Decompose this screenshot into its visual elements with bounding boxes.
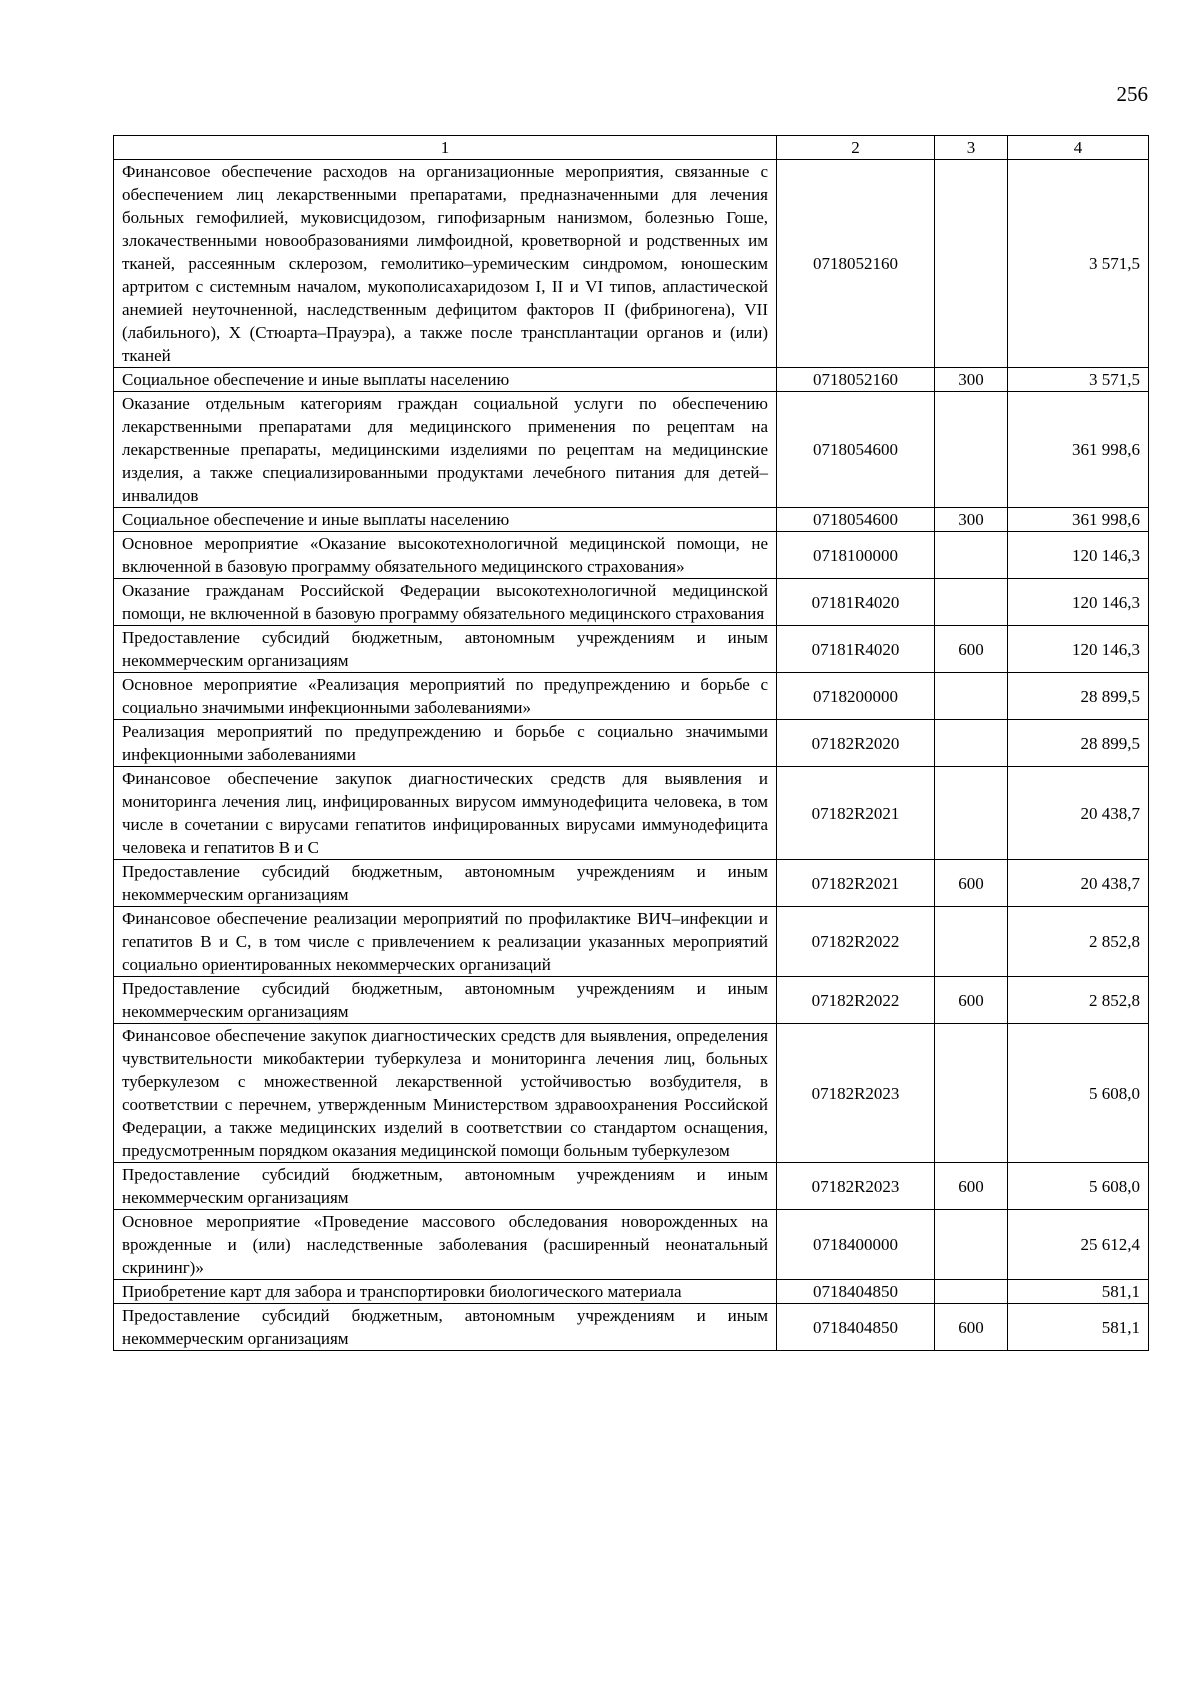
row-expense-type xyxy=(935,1280,1008,1304)
row-description: Приобретение карт для забора и транспортировки биологического материала xyxy=(114,1280,777,1304)
row-expense-type: 300 xyxy=(935,508,1008,532)
row-code: 07182R2021 xyxy=(777,767,935,860)
row-amount: 361 998,6 xyxy=(1008,508,1149,532)
row-description: Предоставление субсидий бюджетным, автономным учреждениям и иным некоммерческим организациям xyxy=(114,626,777,673)
row-amount: 28 899,5 xyxy=(1008,673,1149,720)
row-expense-type xyxy=(935,1210,1008,1280)
row-amount: 5 608,0 xyxy=(1008,1163,1149,1210)
header-col-1: 1 xyxy=(114,136,777,160)
row-amount: 3 571,5 xyxy=(1008,160,1149,368)
row-description: Финансовое обеспечение закупок диагностических средств для выявления, определения чувствительности микобактерии туберкулеза и мониторинга лечения лиц, больных туберкулезом с множественной лекарственной устойчивостью возбудителя, в соответствии с перечнем, утвержденным Министерством здравоохранения Российской Федерации, а также медицинских изделий в соответствии со стандартом оснащения, предусмотренным порядком оказания медицинской помощи больным туберкулезом xyxy=(114,1024,777,1163)
row-description: Социальное обеспечение и иные выплаты населению xyxy=(114,508,777,532)
row-code: 0718054600 xyxy=(777,508,935,532)
row-description: Финансовое обеспечение реализации мероприятий по профилактике ВИЧ–инфекции и гепатитов B и C, в том числе с привлечением к реализации указанных мероприятий социально ориентированных некоммерческих организаций xyxy=(114,907,777,977)
row-amount: 361 998,6 xyxy=(1008,392,1149,508)
row-expense-type: 600 xyxy=(935,1163,1008,1210)
row-amount: 5 608,0 xyxy=(1008,1024,1149,1163)
row-amount: 2 852,8 xyxy=(1008,907,1149,977)
row-code: 0718052160 xyxy=(777,160,935,368)
row-description: Социальное обеспечение и иные выплаты населению xyxy=(114,368,777,392)
row-expense-type xyxy=(935,1024,1008,1163)
table-row xyxy=(114,392,1149,508)
table-row xyxy=(114,368,1149,392)
row-code: 0718400000 xyxy=(777,1210,935,1280)
row-code: 0718404850 xyxy=(777,1304,935,1351)
row-expense-type: 600 xyxy=(935,977,1008,1024)
row-code: 07182R2021 xyxy=(777,860,935,907)
row-code: 0718200000 xyxy=(777,673,935,720)
row-description: Основное мероприятие «Проведение массового обследования новорожденных на врожденные и (или) наследственные заболевания (расширенный неонатальный скрининг)» xyxy=(114,1210,777,1280)
table-row xyxy=(114,767,1149,860)
row-expense-type xyxy=(935,673,1008,720)
row-description: Реализация мероприятий по предупреждению и борьбе с социально значимыми инфекционными заболеваниями xyxy=(114,720,777,767)
table-row xyxy=(114,1210,1149,1280)
table-row xyxy=(114,720,1149,767)
row-description: Основное мероприятие «Оказание высокотехнологичной медицинской помощи, не включенной в базовую программу обязательного медицинского страхования» xyxy=(114,532,777,579)
row-expense-type xyxy=(935,579,1008,626)
row-expense-type xyxy=(935,907,1008,977)
row-amount: 581,1 xyxy=(1008,1280,1149,1304)
row-description: Оказание гражданам Российской Федерации высокотехнологичной медицинской помощи, не включенной в базовую программу обязательного медицинского страхования xyxy=(114,579,777,626)
row-description: Предоставление субсидий бюджетным, автономным учреждениям и иным некоммерческим организациям xyxy=(114,1304,777,1351)
row-amount: 2 852,8 xyxy=(1008,977,1149,1024)
row-description: Финансовое обеспечение закупок диагностических средств для выявления и мониторинга лечения лиц, инфицированных вирусом иммунодефицита человека, в том числе в сочетании с вирусами гепатитов инфицированных вирусами иммунодефицита человека и гепатитов B и C xyxy=(114,767,777,860)
row-description: Предоставление субсидий бюджетным, автономным учреждениям и иным некоммерческим организациям xyxy=(114,1163,777,1210)
header-col-3: 3 xyxy=(935,136,1008,160)
row-amount: 25 612,4 xyxy=(1008,1210,1149,1280)
row-code: 07182R2023 xyxy=(777,1163,935,1210)
row-code: 07181R4020 xyxy=(777,579,935,626)
row-amount: 20 438,7 xyxy=(1008,767,1149,860)
row-amount: 120 146,3 xyxy=(1008,579,1149,626)
table-row xyxy=(114,1280,1149,1304)
row-description: Финансовое обеспечение расходов на организационные мероприятия, связанные с обеспечением лиц лекарственными препаратами, предназначенными для лечения больных гемофилией, муковисцидозом, гипофизарным нанизмом, болезнью Гоше, злокачественными новообразованиями лимфоидной, кроветворной и родственных им тканей, рассеянным склерозом, гемолитико–уремическим синдромом, юношеским артритом с системным началом, мукополисахаридозом I, II и VI типов, апластической анемией неуточненной, наследственным дефицитом факторов II (фибриногена), VII (лабильного), X (Стюарта–Прауэра), а также после трансплантации органов и (или) тканей xyxy=(114,160,777,368)
row-code: 07181R4020 xyxy=(777,626,935,673)
row-expense-type xyxy=(935,720,1008,767)
table-row xyxy=(114,860,1149,907)
table-row xyxy=(114,508,1149,532)
budget-table xyxy=(113,135,1149,1351)
table-header-row xyxy=(114,136,1149,160)
table-row xyxy=(114,1304,1149,1351)
row-code: 07182R2022 xyxy=(777,977,935,1024)
table-row xyxy=(114,977,1149,1024)
table-row xyxy=(114,532,1149,579)
table-row xyxy=(114,673,1149,720)
row-code: 0718052160 xyxy=(777,368,935,392)
header-col-2: 2 xyxy=(777,136,935,160)
table-row xyxy=(114,1024,1149,1163)
table-row xyxy=(114,907,1149,977)
row-description: Предоставление субсидий бюджетным, автономным учреждениям и иным некоммерческим организациям xyxy=(114,860,777,907)
row-expense-type: 600 xyxy=(935,860,1008,907)
row-expense-type: 600 xyxy=(935,1304,1008,1351)
row-expense-type xyxy=(935,160,1008,368)
table-row xyxy=(114,579,1149,626)
row-code: 0718404850 xyxy=(777,1280,935,1304)
row-amount: 20 438,7 xyxy=(1008,860,1149,907)
row-expense-type: 600 xyxy=(935,626,1008,673)
row-amount: 28 899,5 xyxy=(1008,720,1149,767)
row-code: 07182R2020 xyxy=(777,720,935,767)
row-amount: 120 146,3 xyxy=(1008,626,1149,673)
row-description: Предоставление субсидий бюджетным, автономным учреждениям и иным некоммерческим организациям xyxy=(114,977,777,1024)
row-code: 07182R2022 xyxy=(777,907,935,977)
row-expense-type xyxy=(935,392,1008,508)
row-description: Основное мероприятие «Реализация мероприятий по предупреждению и борьбе с социально значимыми инфекционными заболеваниями» xyxy=(114,673,777,720)
row-code: 0718100000 xyxy=(777,532,935,579)
row-expense-type: 300 xyxy=(935,368,1008,392)
row-amount: 581,1 xyxy=(1008,1304,1149,1351)
row-description: Оказание отдельным категориям граждан социальной услуги по обеспечению лекарственными препаратами для медицинского применения по рецептам на лекарственные препараты, медицинскими изделиями по рецептам на медицинские изделия, а также специализированными продуктами лечебного питания для детей–инвалидов xyxy=(114,392,777,508)
row-code: 07182R2023 xyxy=(777,1024,935,1163)
table-row xyxy=(114,1163,1149,1210)
row-code: 0718054600 xyxy=(777,392,935,508)
table-row xyxy=(114,160,1149,368)
row-expense-type xyxy=(935,767,1008,860)
header-col-4: 4 xyxy=(1008,136,1149,160)
row-amount: 3 571,5 xyxy=(1008,368,1149,392)
table-row xyxy=(114,626,1149,673)
page-number: 256 xyxy=(1116,82,1148,106)
row-expense-type xyxy=(935,532,1008,579)
row-amount: 120 146,3 xyxy=(1008,532,1149,579)
